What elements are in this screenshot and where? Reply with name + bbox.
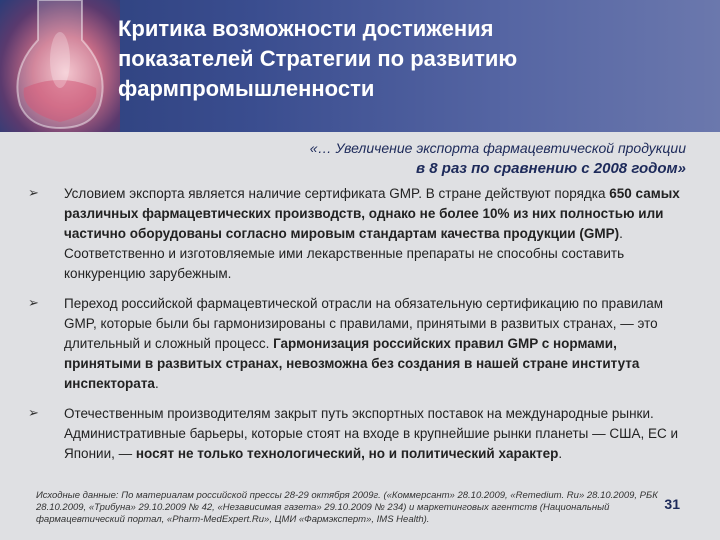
header-banner [0, 0, 720, 132]
flask-icon [0, 0, 120, 132]
source-note: Исходные данные: По материалам российской прессы 28-29 октября 2009г. («Коммерсант» 28.10.2009, «Remedium. Ru» 28.10.2009, РБК 28.10.2009, «Трибуна» 29.10.2009 № 42, «Независимая газета» 29.10.2009 № 234) и маркетинговых агентств (Национальный фармацевтический портал, «Pharm-MedExpert.Ru», ЦМИ «Фармэксперт», IMS Health). [36, 490, 658, 525]
page-number: 31 [664, 496, 680, 512]
quote-line-1: «… Увеличение экспорта фармацевтической продукции [309, 140, 686, 156]
list-item [28, 184, 692, 284]
bullet-text: Переход российской фармацевтической отрасли на обязательную сертификацию по правилам GMP, которые были бы гармонизированы с правилами, принятыми в развитых странах, — это длительный и сложный процесс. Гармонизация российских правил GMP с нормами, принятыми в развитых странах, невозможна без создания в нашей стране института инспектората. [64, 296, 664, 391]
arrow-bullet-icon: ➢ [28, 295, 39, 310]
bullet-text: Условием экспорта является наличие сертификата GMP. В стране действуют порядка 650 самых различных фармацевтических производств, однако не более 10% из них полностью или частично оборудованы согласно мировым стандартам качества продукции (GMP). Соответственно и изготовляемые ими лекарственные препараты не способны составить конкуренцию зарубежным. [64, 186, 680, 281]
bullet-text: Отечественным производителям закрыт путь экспортных поставок на международные рынки. Административные барьеры, которые стоят на входе в крупнейшие рынки планеты — США, ЕС и Японии, — носят не только технологический, но и политический характер. [64, 406, 679, 461]
quote-line-2: в 8 раз по сравнению с 2008 годом» [416, 160, 686, 177]
list-item [28, 294, 692, 394]
arrow-bullet-icon: ➢ [28, 405, 39, 420]
page-title: Критика возможности достижения показателей Стратегии по развитию фармпромышленности [118, 16, 518, 101]
bullet-list [28, 184, 692, 474]
list-item [28, 404, 692, 464]
arrow-bullet-icon: ➢ [28, 185, 39, 200]
strategy-quote [126, 138, 686, 180]
